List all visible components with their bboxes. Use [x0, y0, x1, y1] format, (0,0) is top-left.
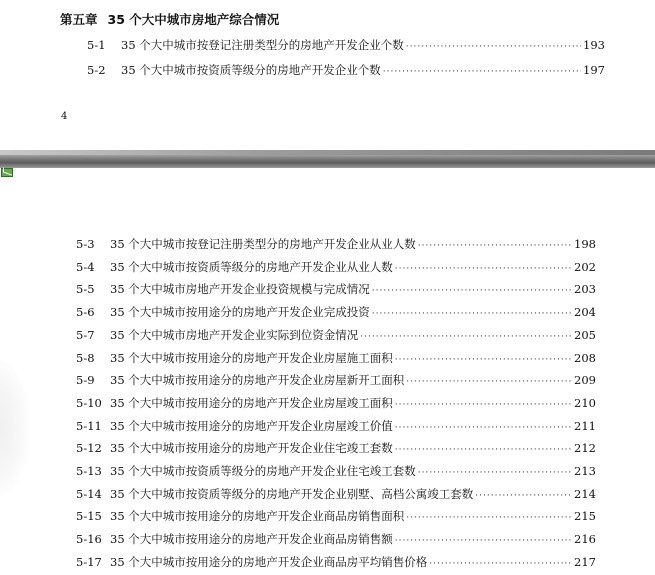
leader-dots [395, 445, 572, 455]
entry-page: 204 [574, 305, 596, 320]
leader-dots [383, 67, 581, 77]
leader-dots [395, 355, 572, 365]
entry-number: 5-2 [87, 63, 106, 77]
leader-dots [395, 536, 572, 546]
entry-title: 35 个大中城市按登记注册类型分的房地产开发企业从业人数 [110, 237, 416, 251]
toc-entry[interactable] [76, 259, 596, 275]
entry-number: 5-12 [76, 441, 102, 456]
toc-entry[interactable] [76, 508, 596, 524]
leader-dots [395, 264, 572, 274]
toc-entry[interactable] [76, 281, 596, 297]
chapter-number: 第五章 [60, 12, 98, 27]
entry-number: 5-1 [87, 38, 106, 52]
entry-page: 212 [574, 441, 596, 456]
entry-title: 35 个大中城市按用途分的房地产开发企业房屋竣工价值 [110, 418, 393, 433]
toc-entry[interactable] [76, 531, 596, 547]
entry-page: 215 [574, 509, 596, 524]
toc-entry[interactable] [87, 62, 605, 78]
entry-page: 193 [583, 38, 605, 52]
toc-entry[interactable] [76, 395, 596, 411]
entry-title: 35 个大中城市按资质等级分的房地产开发企业从业人数 [110, 259, 393, 274]
entry-number: 5-4 [76, 259, 95, 274]
leader-dots [406, 377, 572, 387]
page-upper [0, 0, 655, 150]
toc-entry[interactable] [76, 486, 596, 502]
leader-dots [406, 513, 572, 523]
leader-dots [372, 286, 572, 296]
entry-page: 210 [574, 395, 596, 410]
entry-page: 214 [574, 486, 596, 501]
entry-title: 35 个大中城市按用途分的房地产开发企业商品房平均销售价格 [110, 554, 428, 569]
page-separator-edge [0, 150, 655, 155]
leader-dots [395, 423, 572, 433]
entry-number: 5-11 [76, 418, 102, 433]
leader-dots [418, 241, 572, 251]
entry-title: 35 个大中城市按资质等级分的房地产开发企业住宅竣工套数 [110, 464, 416, 478]
toc-entry[interactable] [76, 463, 596, 479]
entry-number: 5-3 [76, 237, 95, 251]
entry-number: 5-13 [76, 464, 102, 478]
entry-number: 5-15 [76, 509, 102, 524]
entry-title: 35 个大中城市按登记注册类型分的房地产开发企业个数 [121, 38, 404, 52]
entry-title: 35 个大中城市房地产开发企业实际到位资金情况 [110, 327, 359, 342]
entry-title: 35 个大中城市按用途分的房地产开发企业房屋竣工面积 [110, 395, 393, 410]
entry-number: 5-8 [76, 350, 95, 365]
entry-page: 208 [574, 350, 596, 365]
entry-page: 197 [583, 63, 605, 77]
entry-title: 35 个大中城市按用途分的房地产开发企业房屋施工面积 [110, 350, 393, 365]
leader-dots [406, 42, 581, 52]
entry-page: 202 [574, 259, 596, 274]
entry-title: 35 个大中城市按资质等级分的房地产开发企业个数 [121, 63, 381, 77]
toc-entry[interactable] [76, 350, 596, 366]
toc-entry[interactable] [76, 440, 596, 456]
entry-page: 217 [574, 554, 596, 569]
entry-page: 213 [574, 464, 596, 478]
entry-page: 216 [574, 532, 596, 547]
toc-entry[interactable] [76, 327, 596, 343]
entry-title: 35 个大中城市按资质等级分的房地产开发企业别墅、高档公寓竣工套数 [110, 486, 474, 501]
leader-dots [360, 332, 572, 342]
toc-entry[interactable] [87, 37, 605, 53]
entry-title: 35 个大中城市按用途分的房地产开发企业房屋新开工面积 [110, 373, 405, 388]
entry-page: 203 [574, 282, 596, 297]
entry-number: 5-6 [76, 305, 95, 320]
entry-number: 5-7 [76, 327, 95, 342]
leader-dots [475, 491, 572, 501]
toc-entry[interactable] [76, 418, 596, 434]
entry-page: 205 [574, 327, 596, 342]
entry-title: 35 个大中城市房地产开发企业投资规模与完成情况 [110, 282, 370, 297]
toc-entry[interactable] [76, 236, 596, 252]
entry-title: 35 个大中城市按用途分的房地产开发企业商品房销售面积 [110, 509, 405, 524]
entry-title: 35 个大中城市按用途分的房地产开发企业商品房销售额 [110, 532, 393, 547]
toc-entry[interactable] [76, 304, 596, 320]
leader-dots [429, 559, 572, 569]
mail-icon[interactable] [1, 168, 13, 177]
entry-title: 35 个大中城市按用途分的房地产开发企业完成投资 [110, 305, 370, 320]
chapter-title: 35 个大中城市房地产综合情况 [107, 12, 280, 27]
watermark-seal [0, 358, 30, 498]
chapter-heading [60, 10, 279, 28]
entry-number: 5-14 [76, 486, 102, 501]
toc-entry[interactable] [76, 554, 596, 570]
entry-page: 209 [574, 373, 596, 388]
entry-number: 5-9 [76, 373, 95, 388]
entry-number: 5-5 [76, 282, 95, 297]
page-lower [0, 168, 655, 575]
leader-dots [372, 309, 572, 319]
entry-number: 5-16 [76, 532, 102, 547]
toc-entry[interactable] [76, 372, 596, 388]
entry-number: 5-17 [76, 554, 102, 569]
entry-page: 211 [574, 418, 596, 433]
entry-title: 35 个大中城市按用途分的房地产开发企业住宅竣工套数 [110, 441, 393, 456]
entry-page: 198 [574, 237, 596, 251]
leader-dots [418, 468, 572, 478]
entry-number: 5-10 [76, 395, 102, 410]
leader-dots [395, 400, 572, 410]
page-number: 4 [61, 111, 68, 122]
